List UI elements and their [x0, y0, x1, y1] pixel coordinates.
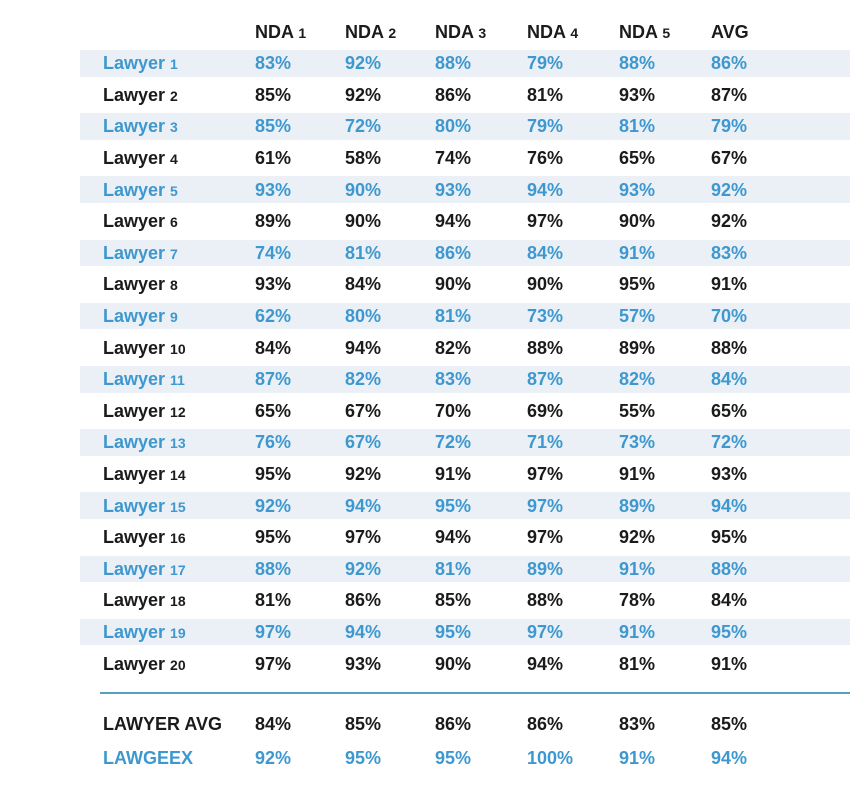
score-cell: 97%: [527, 211, 564, 232]
score-cell: 74%: [255, 238, 345, 270]
summary-score-cell: 95%: [345, 748, 382, 769]
table-row: [80, 269, 850, 301]
score-cell: 97%: [527, 527, 564, 548]
score-cell: 73%: [527, 301, 619, 333]
table-row: [80, 301, 850, 333]
score-cell: 92%: [255, 490, 345, 522]
score-cell: 88%: [527, 590, 564, 611]
summary-row-label: LAWYER AVG: [103, 714, 223, 735]
score-cell: 67%: [711, 148, 748, 169]
row-label: Lawyer 3: [80, 111, 255, 143]
score-cell: 89%: [619, 337, 656, 358]
score-cell: 84%: [711, 364, 850, 396]
table-row: [80, 206, 850, 238]
score-cell: 93%: [711, 464, 748, 485]
summary-row-label: LAWGEEX: [103, 748, 194, 769]
row-label: Lawyer 4: [103, 148, 178, 169]
table-header: [80, 16, 850, 48]
score-cell: 91%: [435, 464, 472, 485]
summary-score-cell: 95%: [435, 748, 472, 769]
score-cell: 94%: [711, 490, 850, 522]
score-cell: 67%: [345, 400, 382, 421]
summary-score-cell: 85%: [711, 714, 748, 735]
score-cell: 81%: [435, 554, 527, 586]
score-cell: 94%: [345, 337, 382, 358]
score-cell: 89%: [527, 554, 619, 586]
score-cell: 84%: [255, 337, 292, 358]
summary-rows: [80, 708, 850, 776]
score-cell: 97%: [255, 653, 292, 674]
row-label: Lawyer 19: [80, 617, 255, 649]
score-cell: 94%: [527, 653, 564, 674]
row-label: Lawyer 20: [103, 653, 186, 674]
score-cell: 86%: [435, 238, 527, 270]
summary-score-cell: 92%: [255, 748, 292, 769]
score-cell: 97%: [527, 464, 564, 485]
score-cell: 79%: [711, 111, 850, 143]
table-row: [80, 396, 850, 428]
row-label: Lawyer 10: [103, 337, 186, 358]
score-cell: 80%: [435, 111, 527, 143]
score-cell: 86%: [435, 84, 472, 105]
score-cell: 95%: [255, 527, 292, 548]
table-row: [80, 111, 850, 143]
row-label: Lawyer 2: [103, 84, 178, 105]
score-cell: 92%: [345, 48, 435, 80]
score-cell: 85%: [435, 590, 472, 611]
score-cell: 88%: [711, 554, 850, 586]
score-cell: 92%: [711, 174, 850, 206]
results-table-container: [80, 16, 850, 776]
score-cell: 70%: [711, 301, 850, 333]
score-cell: 93%: [435, 174, 527, 206]
table-row: [80, 80, 850, 112]
score-cell: 91%: [619, 617, 711, 649]
row-label: Lawyer 13: [80, 427, 255, 459]
column-header: NDA 4: [527, 21, 579, 42]
column-header: NDA 2: [345, 21, 397, 42]
score-cell: 84%: [527, 238, 619, 270]
score-cell: 90%: [435, 274, 472, 295]
score-cell: 58%: [345, 148, 382, 169]
score-cell: 85%: [255, 111, 345, 143]
table-row: [80, 490, 850, 522]
score-cell: 72%: [711, 427, 850, 459]
score-cell: 91%: [711, 274, 748, 295]
score-cell: 65%: [255, 400, 292, 421]
score-cell: 70%: [435, 400, 472, 421]
summary-score-cell: 86%: [435, 714, 472, 735]
score-cell: 83%: [435, 364, 527, 396]
score-cell: 90%: [619, 211, 656, 232]
row-label: Lawyer 6: [103, 211, 178, 232]
score-cell: 81%: [435, 301, 527, 333]
score-cell: 82%: [345, 364, 435, 396]
score-cell: 89%: [255, 211, 292, 232]
score-cell: 62%: [255, 301, 345, 333]
row-label: Lawyer 15: [80, 490, 255, 522]
score-cell: 93%: [619, 174, 711, 206]
table-row: [80, 174, 850, 206]
score-cell: 83%: [255, 48, 345, 80]
score-cell: 78%: [619, 590, 656, 611]
summary-table: [80, 708, 850, 776]
summary-divider: [100, 692, 850, 694]
score-cell: 74%: [435, 148, 472, 169]
header-spacer: [80, 16, 255, 48]
score-cell: 81%: [527, 84, 564, 105]
score-cell: 95%: [711, 527, 748, 548]
score-cell: 97%: [527, 617, 619, 649]
score-cell: 82%: [619, 364, 711, 396]
score-cell: 94%: [435, 527, 472, 548]
score-cell: 95%: [711, 617, 850, 649]
score-cell: 67%: [345, 427, 435, 459]
score-cell: 93%: [619, 84, 656, 105]
row-label: Lawyer 16: [103, 527, 186, 548]
summary-row: [80, 742, 850, 776]
score-cell: 94%: [345, 490, 435, 522]
score-cell: 95%: [619, 274, 656, 295]
row-label: Lawyer 11: [80, 364, 255, 396]
score-cell: 87%: [527, 364, 619, 396]
summary-score-cell: 86%: [527, 714, 564, 735]
score-cell: 90%: [435, 653, 472, 674]
score-cell: 93%: [255, 174, 345, 206]
score-cell: 65%: [711, 400, 748, 421]
score-cell: 88%: [711, 337, 748, 358]
summary-score-cell: 91%: [619, 748, 656, 769]
score-cell: 97%: [527, 490, 619, 522]
table-row: [80, 554, 850, 586]
score-cell: 93%: [345, 653, 382, 674]
score-cell: 81%: [619, 653, 656, 674]
column-header: AVG: [711, 21, 749, 42]
summary-score-cell: 85%: [345, 714, 382, 735]
row-label: Lawyer 8: [103, 274, 178, 295]
score-cell: 95%: [435, 490, 527, 522]
row-label: Lawyer 12: [103, 400, 186, 421]
score-cell: 88%: [619, 48, 711, 80]
score-cell: 80%: [345, 301, 435, 333]
table-row: [80, 617, 850, 649]
row-label: Lawyer 7: [80, 238, 255, 270]
summary-score-cell: 83%: [619, 714, 656, 735]
score-cell: 93%: [255, 274, 292, 295]
summary-row: [80, 708, 850, 742]
table-row: [80, 332, 850, 364]
summary-score-cell: 94%: [711, 748, 748, 769]
score-cell: 91%: [619, 554, 711, 586]
table-row: [80, 585, 850, 617]
score-cell: 84%: [345, 274, 382, 295]
score-cell: 91%: [711, 653, 748, 674]
lawyer-rows: [80, 48, 850, 680]
score-cell: 86%: [711, 48, 850, 80]
score-cell: 88%: [527, 337, 564, 358]
score-cell: 97%: [255, 617, 345, 649]
score-cell: 92%: [345, 464, 382, 485]
row-label: Lawyer 1: [80, 48, 255, 80]
score-cell: 87%: [711, 84, 748, 105]
row-label: Lawyer 9: [80, 301, 255, 333]
score-cell: 81%: [255, 590, 292, 611]
score-cell: 61%: [255, 148, 292, 169]
score-cell: 72%: [435, 427, 527, 459]
score-cell: 94%: [345, 617, 435, 649]
score-cell: 82%: [435, 337, 472, 358]
score-cell: 55%: [619, 400, 656, 421]
score-cell: 79%: [527, 48, 619, 80]
score-cell: 57%: [619, 301, 711, 333]
row-label: Lawyer 5: [80, 174, 255, 206]
table-row: [80, 648, 850, 680]
score-cell: 87%: [255, 364, 345, 396]
score-cell: 79%: [527, 111, 619, 143]
score-cell: 92%: [345, 554, 435, 586]
score-cell: 92%: [619, 527, 656, 548]
score-cell: 71%: [527, 427, 619, 459]
score-cell: 85%: [255, 84, 292, 105]
score-cell: 90%: [527, 274, 564, 295]
score-cell: 88%: [255, 554, 345, 586]
score-cell: 65%: [619, 148, 656, 169]
column-header: NDA 1: [255, 21, 307, 42]
table-row: [80, 522, 850, 554]
score-cell: 97%: [345, 527, 382, 548]
score-cell: 73%: [619, 427, 711, 459]
score-cell: 88%: [435, 48, 527, 80]
summary-score-cell: 84%: [255, 714, 292, 735]
score-cell: 91%: [619, 464, 656, 485]
score-cell: 76%: [527, 148, 564, 169]
score-cell: 84%: [711, 590, 748, 611]
row-label: Lawyer 17: [80, 554, 255, 586]
score-cell: 76%: [255, 427, 345, 459]
summary-score-cell: 100%: [527, 748, 574, 769]
table-row: [80, 459, 850, 491]
score-cell: 92%: [345, 84, 382, 105]
table-row: [80, 238, 850, 270]
table-row: [80, 427, 850, 459]
score-cell: 72%: [345, 111, 435, 143]
score-cell: 81%: [619, 111, 711, 143]
score-cell: 91%: [619, 238, 711, 270]
column-header: NDA 3: [435, 21, 487, 42]
row-label: Lawyer 14: [103, 464, 186, 485]
score-cell: 90%: [345, 174, 435, 206]
score-cell: 86%: [345, 590, 382, 611]
score-cell: 95%: [255, 464, 292, 485]
row-label: Lawyer 18: [103, 590, 186, 611]
score-cell: 95%: [435, 617, 527, 649]
table-row: [80, 143, 850, 175]
score-cell: 92%: [711, 211, 748, 232]
table-row: [80, 364, 850, 396]
score-cell: 90%: [345, 211, 382, 232]
score-cell: 83%: [711, 238, 850, 270]
score-cell: 81%: [345, 238, 435, 270]
table-row: [80, 48, 850, 80]
score-cell: 89%: [619, 490, 711, 522]
score-cell: 94%: [435, 211, 472, 232]
column-header: NDA 5: [619, 21, 671, 42]
results-table: [80, 16, 850, 680]
score-cell: 94%: [527, 174, 619, 206]
header-row: [80, 16, 850, 48]
score-cell: 69%: [527, 400, 564, 421]
